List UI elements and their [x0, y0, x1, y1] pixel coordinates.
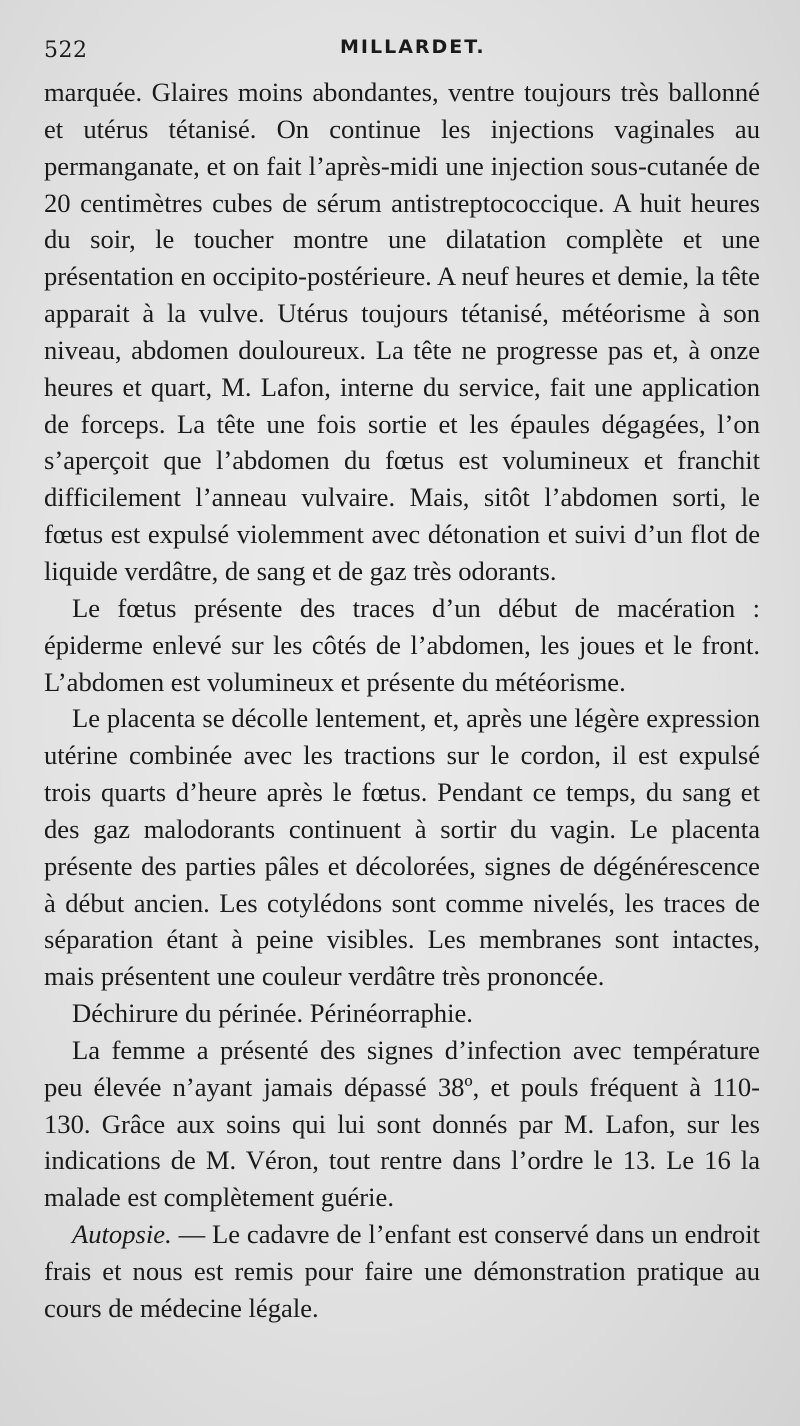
paragraph-autopsy [44, 1216, 760, 1327]
autopsy-label: Autopsie. [72, 1219, 172, 1250]
paragraph-labour-report: marquée. Glaires moins abondantes, ventre toujours très ballonné et utérus tétanisé. On continue les injections vaginales au permanganate, et on fait l’après-midi une injection sous-cutanée de 20 centimètres cubes de sérum antistreptococcique. A huit heures du soir, le toucher montre une dilatation complète et une présentation en occipito-postérieure. A neuf heures et demie, la tête apparait à la vulve. Utérus toujours tétanisé, météorisme à son niveau, abdomen douloureux. La tête ne progresse pas et, à onze heures et quart, M. Lafon, interne du service, fait une application de forceps. La tête une fois sortie et les épaules dégagées, l’on s’aperçoit que l’abdomen du fœtus est volumineux et franchit difficilement l’anneau vulvaire. Mais, sitôt l’abdomen sorti, le fœtus est expulsé violemment avec détonation et suivi d’un flot de liquide verdâtre, de sang et de gaz très odorants. [44, 77, 760, 586]
paragraph-placenta-description: Le placenta se décolle lentement, et, après une légère expression utérine combinée avec les tractions sur le cordon, il est expulsé trois quarts d’heure après le fœtus. Pendant ce temps, du sang et des gaz malodorants continuent à sortir du vagin. Le placenta présente des parties pâles et décolorées, signes de dégénérescence à début ancien. Les cotylédons sont comme nivelés, les traces de séparation étant à peine visibles. Les membranes sont intactes, mais présentent une couleur verdâtre très prononcée. [44, 703, 760, 992]
page-header [44, 36, 764, 66]
paragraph-perineum: Déchirure du périnée. Périnéorraphie. [72, 998, 473, 1029]
paragraph-fetus-description: Le fœtus présente des traces d’un début de macération : épiderme enlevé sur les côtés de l’abdomen, les joues et le front. L’abdomen est volumineux et présente du météorisme. [44, 592, 760, 697]
body-text [44, 74, 760, 1327]
page-number: 522 [44, 38, 88, 63]
autopsy-text: — Le cadavre de l’enfant est conservé dans un endroit frais et nous est remis pour faire une démonstration pratique au cours de médecine légale. [44, 1219, 760, 1323]
running-title: MILLARDET. [340, 36, 486, 58]
paragraph-recovery: La femme a présenté des signes d’infection avec température peu élevée n’ayant jamais dépassé 38º, et pouls fréquent à 110-130. Grâce aux soins qui lui sont donnés par M. Lafon, sur les indications de M. Véron, tout rentre dans l’ordre le 13. Le 16 la malade est complètement guérie. [44, 1034, 760, 1213]
